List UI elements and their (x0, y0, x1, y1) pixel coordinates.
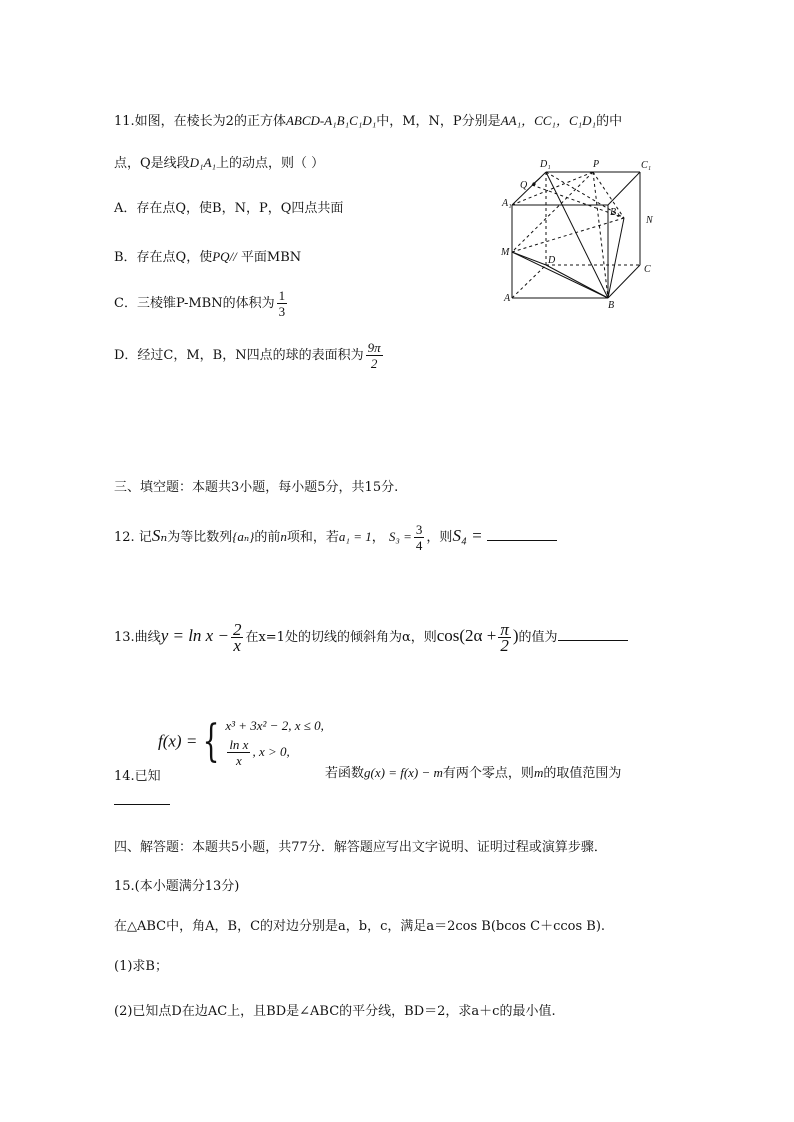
label-q: Q (520, 180, 528, 191)
q13-line (114, 622, 628, 653)
q12-answer-blank[interactable] (487, 540, 557, 541)
q15-part2-text: (2)已知点D在边AC上，且BD是∠ABC的平分线，BD＝2，求a＋c的最小值. (114, 1004, 556, 1019)
cube-figure (500, 155, 660, 310)
q15-part1-text: (1)求B； (114, 959, 168, 974)
segment-m-b (512, 252, 608, 298)
q13-c: 的值为 (518, 630, 558, 645)
q11-option-d-den: 2 (370, 356, 378, 371)
section-4-heading (114, 836, 607, 855)
hidden-p-b (593, 172, 608, 298)
q15-part1 (114, 955, 168, 974)
q12-t3: 项和，若 (286, 530, 339, 545)
label-c: C (644, 264, 651, 275)
q13-cos-num: π (500, 620, 509, 639)
q14-cases (225, 715, 324, 768)
point-q (532, 182, 535, 185)
section-3-heading (114, 476, 398, 495)
label-a: A (504, 293, 511, 304)
hidden-a-d (512, 265, 546, 298)
q12-s3-den: 4 (415, 538, 423, 553)
q14-a: 若函数 (325, 766, 365, 781)
q14-g: g(x) = f(x) − m (364, 765, 443, 780)
q14-m: m (533, 765, 544, 780)
label-d: D (548, 255, 556, 266)
q14-case2 (225, 737, 324, 768)
q13-cos-fraction (498, 622, 511, 653)
q15-part2 (114, 1000, 556, 1019)
q11-tail: 的中 (596, 114, 623, 129)
q14-lbl: 14.已知 (114, 769, 161, 784)
q12-a1: a₁ = 1 (338, 529, 372, 544)
q11-mid: 中，M，N，P分别是 (376, 114, 501, 129)
label-p: P (593, 159, 600, 170)
q13-f-fraction (231, 622, 244, 653)
section-3-text: 三、填空题：本题共3小题，每小题5分，共15分. (114, 480, 399, 495)
q15-title-text: 15.(本小题满分13分) (114, 879, 240, 894)
segment-n-b (608, 218, 624, 298)
q13-b: 在x=1处的切线的倾斜角为α，则 (245, 630, 437, 645)
q11-option-b-b: 平面MBN (236, 250, 302, 265)
q12-an: {aₙ} (232, 529, 255, 544)
segment-d1-b (546, 172, 608, 298)
q11-option-b-math: PQ// (212, 249, 237, 264)
q14-fx: f(x) = (158, 731, 198, 751)
q14-c: 的取值范围为 (543, 766, 622, 781)
q14-case2-fraction (227, 737, 250, 768)
label-d1: D₁ (540, 159, 551, 170)
q14-answer-blank[interactable] (114, 792, 170, 805)
q11-option-c-fraction (277, 288, 288, 319)
q11-option-d (114, 340, 385, 371)
q12-s3-num: 3 (415, 522, 423, 537)
q12-num: 12. 记 (114, 530, 152, 545)
q12-n: n (280, 529, 287, 544)
edge-a1-d1 (512, 172, 546, 205)
label-b1: B₁ (610, 207, 620, 218)
q11-seg-q: D₁A₁ (189, 155, 217, 170)
q14-b: 有两个零点，则 (442, 766, 534, 781)
q13-cos-close: ) (512, 626, 519, 645)
q15-body (114, 915, 605, 934)
q14-case2-num: ln x (229, 737, 249, 752)
q12-s3-fraction (414, 522, 425, 553)
q11-segments: AA₁，CC₁，C₁D₁ (500, 113, 597, 128)
section-4-text: 四、解答题：本题共5小题，共77分．解答题应写出文字说明、证明过程或演算步骤． (114, 840, 607, 855)
q15-body-text: 在△ABC中，角A，B，C的对边分别是a，b，c，满足a＝2cos B(bcos C＋ccos B). (114, 919, 606, 934)
q12-comma: ， (371, 530, 385, 545)
q14-text (325, 762, 621, 781)
q14-piecewise (158, 715, 324, 768)
q13-a: 13.曲线 (114, 630, 161, 645)
label-b: B (608, 300, 615, 310)
q11-option-b (114, 246, 301, 265)
label-a1: A₁ (502, 198, 512, 209)
q13-f-num: 2 (232, 620, 242, 639)
q14-case1: x³ + 3x² − 2, x ≤ 0, (225, 718, 324, 733)
q14-answer-line (114, 792, 170, 809)
q11-option-b-a: B．存在点Q，使 (114, 250, 213, 265)
q11-line2-a: 点，Q是线段 (114, 156, 190, 171)
q11-option-c-den: 3 (278, 304, 286, 319)
q12-sn: Sₙ (151, 526, 168, 545)
q11-option-c (114, 288, 289, 319)
hidden-m-n (512, 218, 624, 252)
q14-label (114, 765, 161, 784)
label-m: M (501, 247, 510, 258)
q11-option-a (114, 197, 343, 216)
q12-t4: ，则 (426, 530, 453, 545)
q12-s3: S₃ = (388, 529, 412, 544)
q13-f-den: x (233, 636, 241, 655)
q11-option-d-num: 9π (367, 340, 381, 355)
q11-option-c-num: 1 (278, 288, 286, 303)
q11-option-a-text: A．存在点Q，使B，N，P，Q四点共面 (114, 201, 344, 216)
q12-t2: 的前 (254, 530, 281, 545)
label-n: N (646, 215, 653, 226)
q13-answer-blank[interactable] (558, 640, 628, 641)
q12-t1: 为等比数列 (167, 530, 233, 545)
q15-title (114, 875, 239, 894)
edge-b-c (608, 265, 640, 298)
q14-brace: { (202, 715, 220, 767)
q11-prefix: 11.如图，在棱长为2的正方体 (114, 114, 286, 129)
q12-s4: S₄ = (452, 526, 483, 545)
q13-f: y = ln x − (160, 626, 229, 645)
q11-line1 (114, 110, 622, 129)
q14-case2-tail: , x > 0, (252, 744, 290, 759)
q11-line2-b: 上的动点，则（ ） (216, 156, 325, 171)
q11-solid: ABCD-A₁B₁C₁D₁ (285, 113, 377, 128)
q14-case2-den: x (235, 753, 242, 768)
q11-line2 (114, 152, 324, 171)
q12-line (114, 522, 557, 553)
q11-option-d-fraction (366, 340, 383, 371)
q13-cos: cos(2α + (436, 626, 497, 645)
q11-option-d-text: D．经过C，M，B，N四点的球的表面积为 (114, 348, 364, 363)
q11-option-c-text: C．三棱锥P-MBN的体积为 (114, 296, 275, 311)
q13-cos-den: 2 (500, 636, 509, 655)
edge-c1-b1 (608, 172, 640, 205)
label-c1: C₁ (641, 160, 652, 171)
